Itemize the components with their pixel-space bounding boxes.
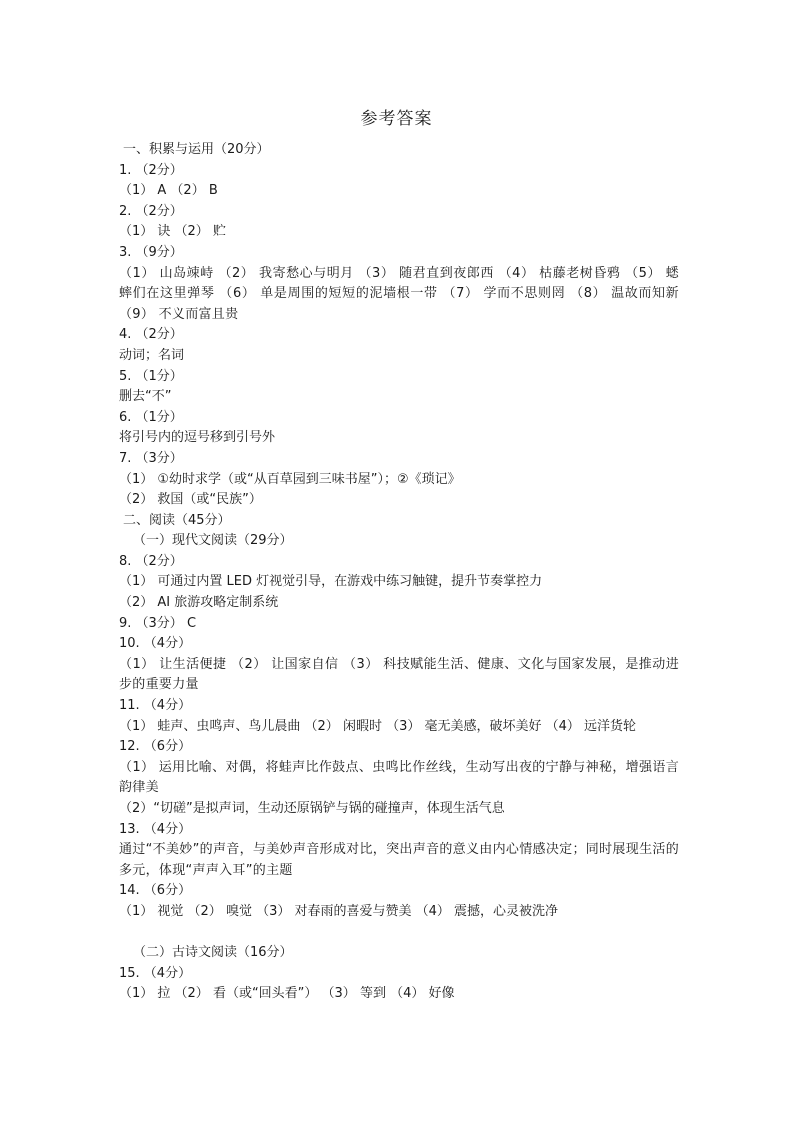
- question-1-answer: （1） A （2） B: [119, 183, 218, 199]
- question-13-header: 13. （4分）: [119, 821, 192, 837]
- section-heading-reading: 二、阅读（45分）: [123, 512, 231, 528]
- question-5-header: 5. （1分）: [119, 368, 183, 384]
- question-15-header: 15. （4分）: [119, 965, 192, 981]
- question-7-answer-1: （1） ①幼时求学（或“从百草园到三味书屋”）；②《琐记》: [119, 471, 461, 487]
- question-14-answer: （1） 视觉 （2） 嗅觉 （3） 对春雨的喜爱与赞美 （4） 震撼，心灵被洗净: [119, 903, 559, 919]
- question-14-header: 14. （6分）: [119, 883, 192, 899]
- question-8-header: 8. （2分）: [119, 553, 183, 569]
- page-title: 参考答案: [360, 109, 433, 129]
- question-4-header: 4. （2分）: [119, 327, 183, 343]
- question-7-header: 7. （3分）: [119, 450, 183, 466]
- question-4-answer: 动词；名词: [119, 347, 185, 363]
- question-3-answer: （1） 山岛竦峙 （2） 我寄愁心与明月 （3） 随君直到夜郎西 （4） 枯藤老树昏鸦 （5） 蟋蟀们在这里弹琴 （6） 单是周围的短短的泥墙根一带 （7） 学而不思则罔 （8） 温故而知新 （9） 不义而富且贵: [119, 265, 679, 322]
- question-7-answer-2: （2） 救国（或“民族”）: [119, 492, 262, 508]
- subsection-heading-classical: （二）古诗文阅读（16分）: [133, 945, 293, 961]
- blank-line: [119, 923, 679, 944]
- question-11-answer: （1） 蛙声、虫鸣声、鸟儿晨曲 （2） 闲暇时 （3） 毫无美感，破坏美好 （4） 远洋货轮: [119, 718, 637, 734]
- question-2-header: 2. （2分）: [119, 203, 183, 219]
- question-11-header: 11. （4分）: [119, 698, 192, 714]
- answer-content: [119, 140, 679, 1005]
- question-9-header: 9. （3分） C: [119, 615, 197, 631]
- subsection-heading-modern: （一）现代文阅读（29分）: [133, 533, 293, 549]
- question-10-answer: （1） 让生活便捷 （2） 让国家自信 （3） 科技赋能生活、健康、文化与国家发展，是推动进步的重要力量: [119, 656, 679, 693]
- question-10-header: 10. （4分）: [119, 636, 192, 652]
- question-15-answer: （1） 拉 （2） 看（或“回头看”） （3） 等到 （4） 好像: [119, 986, 455, 1002]
- question-6-header: 6. （1分）: [119, 409, 183, 425]
- question-3-header: 3. （9分）: [119, 244, 183, 260]
- question-6-answer: 将引号内的逗号移到引号外: [119, 430, 276, 446]
- section-heading-accumulation: 一、积累与运用（20分）: [123, 142, 270, 157]
- question-13-answer: 通过“不美妙”的声音，与美妙声音形成对比，突出声音的意义由内心情感决定；同时展现生活的多元，体现“声声入耳”的主题: [119, 842, 679, 878]
- question-12-answer-2: （2）“切磋”是拟声词，生动还原锅铲与锅的碰撞声，体现生活气息: [119, 801, 505, 817]
- question-12-answer-1: （1） 运用比喻、对偶，将蛙声比作鼓点、虫鸣比作丝线，生动写出夜的宁静与神秘，增强语言韵律美: [119, 759, 679, 796]
- question-8-answer-2: （2） AI 旅游攻略定制系统: [119, 595, 279, 611]
- question-2-answer: （1） 诀 （2） 贮: [119, 224, 226, 240]
- question-1-header: 1. （2分）: [119, 162, 183, 178]
- question-5-answer: 删去“不”: [119, 389, 172, 405]
- question-8-answer-1: （1） 可通过内置 LED 灯视觉引导，在游戏中练习触键，提升节奏掌控力: [119, 574, 543, 590]
- question-12-header: 12. （6分）: [119, 739, 192, 755]
